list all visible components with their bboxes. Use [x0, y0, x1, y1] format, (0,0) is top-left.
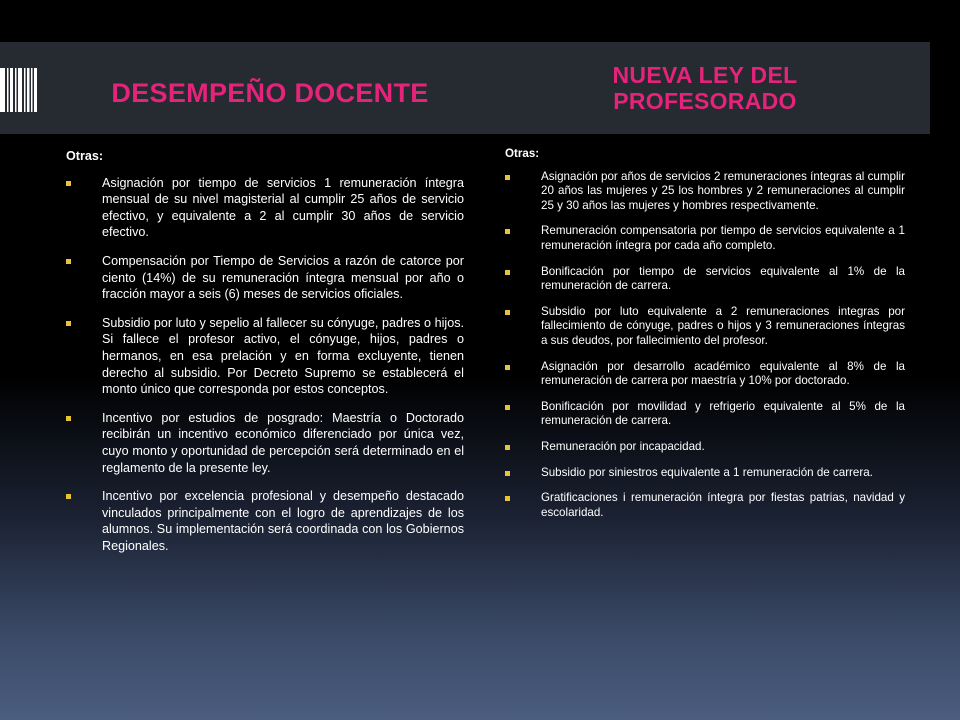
list-item-text: Bonificación por movilidad y refrigerio equivalente al 5% de la remuneración de carrera. — [541, 399, 905, 428]
square-bullet-icon — [505, 365, 510, 370]
list-item — [66, 488, 464, 554]
list-item-text: Subsidio por siniestros equivalente a 1 remuneración de carrera. — [541, 465, 873, 479]
list-item — [505, 305, 905, 349]
square-bullet-icon — [66, 416, 71, 421]
square-bullet-icon — [505, 310, 510, 315]
square-bullet-icon — [505, 471, 510, 476]
right-column-title: NUEVA LEY DEL PROFESORADO — [612, 62, 798, 114]
list-item — [66, 253, 464, 303]
list-item-text: Compensación por Tiempo de Servicios a razón de catorce por ciento (14%) de su remuneración íntegra mensual por año o fracción mayor a seis (6) meses de servicios oficiales. — [102, 253, 464, 302]
list-item-text: Bonificación por tiempo de servicios equivalente al 1% de la remuneración de carrera. — [541, 264, 905, 293]
square-bullet-icon — [66, 321, 71, 326]
left-column-title: DESEMPEÑO DOCENTE — [111, 78, 429, 108]
square-bullet-icon — [505, 175, 510, 180]
square-bullet-icon — [505, 270, 510, 275]
list-item-text: Incentivo por excelencia profesional y desempeño destacado vinculados principalmente con el logro de aprendizajes de los alumnos. Su implementación será coordinada con los Gobiernos Regionales. — [102, 489, 464, 553]
list-item-text: Asignación por desarrollo académico equivalente al 8% de la remuneración de carrera por maestría y 10% por doctorado. — [541, 359, 905, 388]
left-column-heading: Otras: — [66, 149, 104, 163]
square-bullet-icon — [66, 181, 71, 186]
square-bullet-icon — [505, 229, 510, 234]
square-bullet-icon — [66, 494, 71, 499]
left-bullet-list — [66, 175, 464, 555]
right-bullet-list — [505, 170, 905, 521]
square-bullet-icon — [66, 259, 71, 264]
barcode-decoration-icon — [0, 68, 40, 112]
list-item — [66, 175, 464, 241]
list-item — [505, 170, 905, 214]
list-item — [66, 315, 464, 398]
list-item — [505, 265, 905, 294]
list-item — [505, 466, 905, 481]
list-item — [505, 400, 905, 429]
left-column — [66, 148, 464, 566]
square-bullet-icon — [505, 405, 510, 410]
list-item-text: Asignación por tiempo de servicios 1 remuneración íntegra mensual de su nivel magisterial al cumplir 25 años de servicio efectivo, y equivalente a 2 al cumplir 30 años de servicio efectivo. — [102, 175, 464, 240]
list-item-text: Remuneración compensatoria por tiempo de servicios equivalente a 1 remuneración íntegra por cada año completo. — [541, 224, 905, 252]
right-column-heading: Otras: — [505, 147, 540, 160]
list-item — [505, 224, 905, 253]
list-item-text: Asignación por años de servicios 2 remuneraciones íntegras al cumplir 20 años las mujeres y 25 los hombres y 2 remuneraciones al cumplir 25 y 30 años las mujeres y hombres respectivamente. — [541, 169, 905, 212]
list-item — [505, 360, 905, 389]
right-column — [505, 147, 905, 531]
list-item — [505, 491, 905, 520]
square-bullet-icon — [505, 445, 510, 450]
list-item-text: Remuneración por incapacidad. — [541, 439, 705, 453]
list-item-text: Gratificaciones i remuneración íntegra por fiestas patrias, navidad y escolaridad. — [541, 491, 905, 519]
list-item-text: Subsidio por luto equivalente a 2 remuneraciones integras por fallecimiento de cónyuge, padres o hijos y 3 remuneraciones íntegras a sus deudos, por fallecimiento del profesor. — [541, 304, 905, 347]
list-item-text: Subsidio por luto y sepelio al fallecer su cónyuge, padres o hijos. Si fallece el profesor activo, el cónyuge, hijos, padres o hermanos, en esa prelación y en forma excluyente, tienen derecho al subsidio. Por Decreto Supremo se establecerá el monto único que corresponda por estos conceptos. — [102, 315, 464, 397]
square-bullet-icon — [505, 496, 510, 501]
list-item-text: Incentivo por estudios de posgrado: Maestría o Doctorado recibirán un incentivo económico diferenciado por única vez, cuyo monto y oportunidad de percepción será determinado en el reglamento de la presente ley. — [102, 410, 464, 475]
list-item — [66, 410, 464, 476]
list-item — [505, 440, 905, 455]
